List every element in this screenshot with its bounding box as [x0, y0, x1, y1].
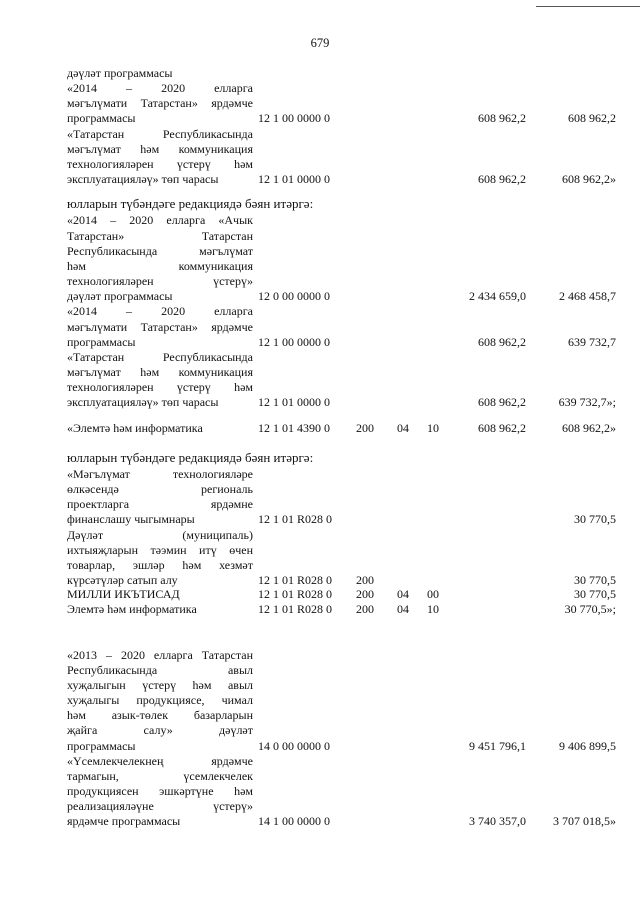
section-heading: [0, 197, 640, 211]
row-label: тармагын, үсемлекчелек: [67, 769, 253, 783]
row-value-2020: 9 406 899,5: [559, 739, 616, 753]
row-label: «2013 – 2020 елларга Татарстан: [67, 648, 253, 662]
table-row: [0, 96, 640, 110]
row-code: 12 0 00 0000 0: [258, 289, 330, 303]
row-label: «Татарстан Республикасында: [67, 127, 253, 141]
table-row: [0, 814, 640, 828]
row-value-2019: 9 451 796,1: [469, 739, 526, 753]
table-row: [0, 289, 640, 303]
row-label: «Үсемлекчелекнең ярдәмче: [67, 754, 253, 768]
row-label: эксплуатацияләү» төп чарасы: [67, 172, 219, 186]
row-value-2020: 2 468 458,7: [559, 289, 616, 303]
table-row: [0, 335, 640, 349]
row-label: технологияләрен үстерү һәм: [67, 157, 253, 171]
row-value-2019: 3 740 357,0: [469, 814, 526, 828]
row-expense-type: 200: [356, 602, 374, 616]
row-code: 12 1 01 R028 0: [258, 512, 333, 526]
table-row: [0, 380, 640, 394]
row-code: 14 1 00 0000 0: [258, 814, 330, 828]
row-label: өлкәсендә региональ: [67, 482, 253, 496]
row-label: технологияләрен үстерү»: [67, 274, 253, 288]
row-subsection: 00: [427, 587, 439, 601]
table-row: [0, 320, 640, 334]
table-row: [0, 213, 640, 227]
row-value-2020: 608 962,2»: [562, 421, 616, 435]
table-row: [0, 512, 640, 526]
table-row: [0, 421, 640, 435]
row-label: программасы: [67, 335, 136, 349]
row-value-2020: 30 770,5: [574, 587, 616, 601]
row-subsection: 10: [427, 421, 439, 435]
table-row: [0, 648, 640, 662]
table-row: [0, 244, 640, 258]
table-row: [0, 708, 640, 722]
table-row: [0, 723, 640, 737]
row-label: хуҗалыгын үстерү һәм авыл: [67, 678, 253, 692]
table-row: [0, 482, 640, 496]
row-label: МИЛЛИ ИКЪТИСАД: [67, 587, 180, 601]
row-label: мәгълүмат һәм коммуникация: [67, 365, 253, 379]
row-label: эксплуатацияләү» төп чарасы: [67, 395, 219, 409]
table-row: [0, 693, 640, 707]
row-code: 12 1 01 4390 0: [258, 421, 330, 435]
row-value-2020: 30 770,5: [574, 512, 616, 526]
table-row: [0, 395, 640, 409]
row-label: Элемтә һәм информатика: [67, 602, 197, 616]
row-label: финанслашу чыгымнары: [67, 512, 195, 526]
row-label: мәгълүмати Татарстан» ярдәмче: [67, 320, 253, 334]
row-value-2019: 608 962,2: [478, 172, 526, 186]
table-row: [0, 111, 640, 125]
table-row: [0, 528, 640, 542]
row-label: продукциясен эшкәртүне һәм: [67, 784, 253, 798]
table-row: [0, 799, 640, 813]
row-label: программасы: [67, 739, 136, 753]
table-row: [0, 142, 640, 156]
row-label: мәгълүмати Татарстан» ярдәмче: [67, 96, 253, 110]
page-number: 679: [310, 36, 330, 50]
row-label: реализацияләүне үстерү»: [67, 799, 253, 813]
row-value-2020: 639 732,7»;: [558, 395, 616, 409]
table-row: [0, 365, 640, 379]
row-label: Республикасында мәгълүмат: [67, 244, 253, 258]
row-value-2019: 608 962,2: [478, 335, 526, 349]
table-row: [0, 602, 640, 616]
row-label: «2014 – 2020 елларга «Ачык: [67, 213, 253, 227]
row-label: Дәүләт (муниципаль): [67, 528, 253, 542]
table-row: [0, 739, 640, 753]
heading-text: юлларын түбәндәге редакциядә бәян итәргә:: [67, 196, 314, 211]
row-label: «2014 – 2020 елларга: [67, 304, 253, 318]
row-section: 04: [397, 602, 409, 616]
table-row: [0, 784, 640, 798]
row-label: җайга салу» дәүләт: [67, 723, 253, 737]
row-value-2019: 608 962,2: [478, 111, 526, 125]
row-subsection: 10: [427, 602, 439, 616]
row-code: 12 1 01 0000 0: [258, 395, 330, 409]
table-row: [0, 543, 640, 557]
table-row: [0, 573, 640, 587]
table-row: [0, 558, 640, 572]
row-value-2020: 30 770,5»;: [564, 602, 616, 616]
row-code: 12 1 01 R028 0: [258, 573, 333, 587]
table-row: [0, 350, 640, 364]
row-label: дәүләт программасы: [67, 66, 173, 80]
row-code: 12 1 00 0000 0: [258, 111, 330, 125]
table-row: [0, 754, 640, 768]
row-label: Татарстан» Татарстан: [67, 229, 253, 243]
row-label: «Элемтә һәм информатика: [67, 421, 203, 435]
row-expense-type: 200: [356, 573, 374, 587]
row-label: «Мәгълүмат технологияләре: [67, 467, 253, 481]
row-code: 12 1 01 R028 0: [258, 602, 333, 616]
row-section: 04: [397, 587, 409, 601]
row-code: 12 1 01 0000 0: [258, 172, 330, 186]
row-label: Республикасында авыл: [67, 663, 253, 677]
table-row: [0, 769, 640, 783]
table-row: [0, 229, 640, 243]
row-value-2020: 608 962,2»: [562, 172, 616, 186]
table-row: [0, 497, 640, 511]
table-row: [0, 274, 640, 288]
row-value-2020: 30 770,5: [574, 573, 616, 587]
table-row: [0, 259, 640, 273]
row-label: хуҗалыгы продукциясе, чимал: [67, 693, 253, 707]
table-row: [0, 172, 640, 186]
row-label: мәгълүмат һәм коммуникация: [67, 142, 253, 156]
table-row: [0, 127, 640, 141]
row-label: дәүләт программасы: [67, 289, 173, 303]
row-label: күрсәтүләр сатып алу: [67, 573, 178, 587]
row-expense-type: 200: [356, 421, 374, 435]
table-row: [0, 66, 640, 80]
row-expense-type: 200: [356, 587, 374, 601]
row-label: һәм азык-төлек базарларын: [67, 708, 253, 722]
table-row: [0, 467, 640, 481]
table-row: [0, 157, 640, 171]
top-rule: [536, 6, 640, 7]
row-label: товарлар, эшләр һәм хезмәт: [67, 558, 253, 572]
heading-text: юлларын түбәндәге редакциядә бәян итәргә:: [67, 450, 314, 465]
row-label: ярдәмче программасы: [67, 814, 181, 828]
row-value-2020: 3 707 018,5»: [553, 814, 616, 828]
row-code: 12 1 01 R028 0: [258, 587, 333, 601]
row-label: программасы: [67, 111, 136, 125]
row-label: технологияләрен үстерү һәм: [67, 380, 253, 394]
row-label: ихтыяҗларын тәэмин итү өчен: [67, 543, 253, 557]
table-row: [0, 663, 640, 677]
row-value-2020: 608 962,2: [568, 111, 616, 125]
row-value-2020: 639 732,7: [568, 335, 616, 349]
row-label: проектларга ярдәмне: [67, 497, 253, 511]
row-label: «2014 – 2020 елларга: [67, 81, 253, 95]
table-row: [0, 678, 640, 692]
row-section: 04: [397, 421, 409, 435]
row-label: «Татарстан Республикасында: [67, 350, 253, 364]
section-heading: [0, 451, 640, 465]
row-value-2019: 2 434 659,0: [469, 289, 526, 303]
row-code: 14 0 00 0000 0: [258, 739, 330, 753]
table-row: [0, 304, 640, 318]
row-value-2019: 608 962,2: [478, 421, 526, 435]
table-row: [0, 81, 640, 95]
row-label: һәм коммуникация: [67, 259, 253, 273]
table-row: [0, 587, 640, 601]
row-value-2019: 608 962,2: [478, 395, 526, 409]
row-code: 12 1 00 0000 0: [258, 335, 330, 349]
